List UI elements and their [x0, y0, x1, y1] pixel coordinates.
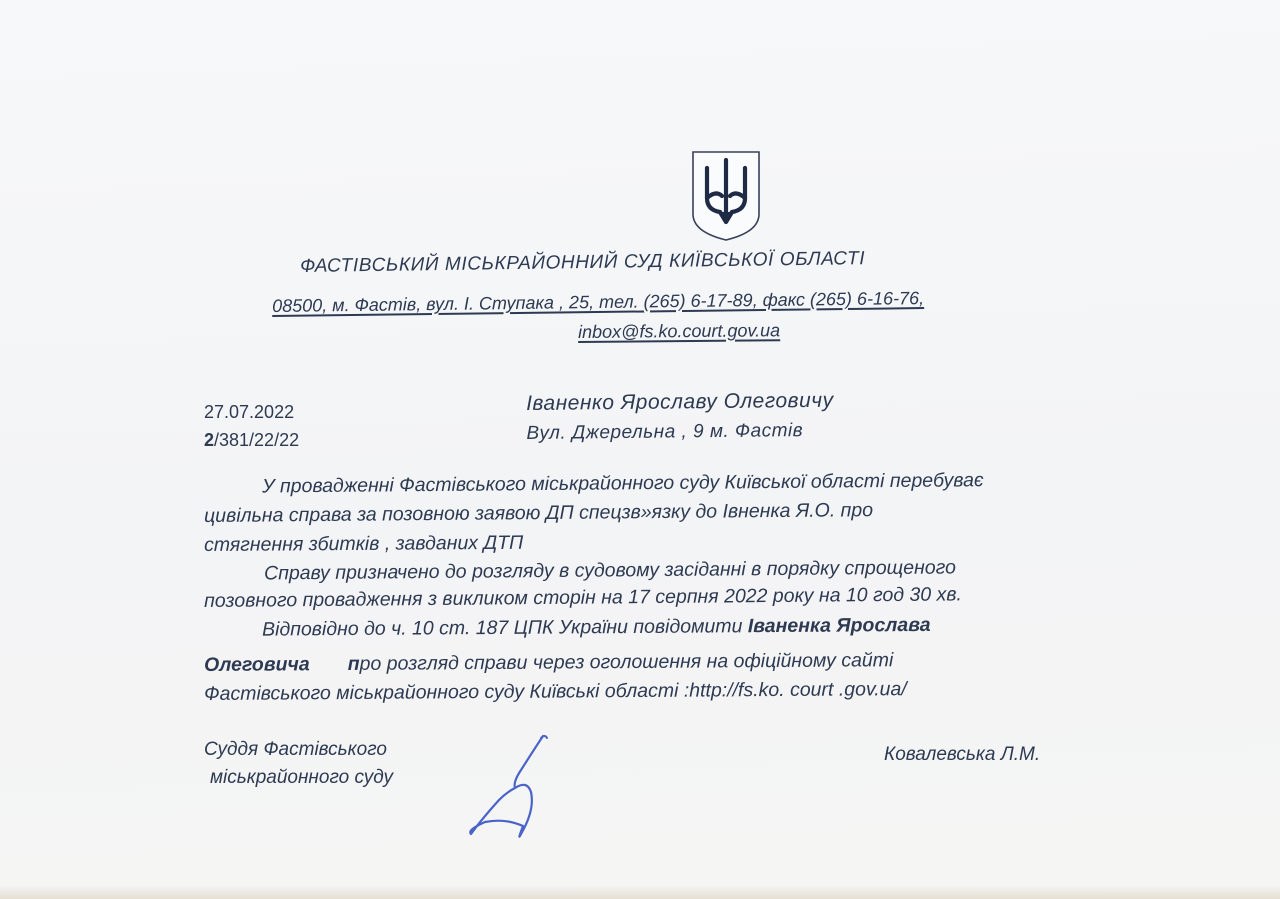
- registration-number: [204, 426, 299, 454]
- trident-icon: [690, 150, 762, 242]
- body-line: позовного провадження з викликом сторін на 17 серпня 2022 року на 10 год 30 хв.: [204, 583, 963, 612]
- body-text-bold: п: [347, 652, 360, 675]
- body-line: [204, 647, 1214, 677]
- body-line: цивільна справа за позовною заявою ДП спецзв»язку до Івненка Я.О. про: [204, 499, 874, 527]
- body-text-plain: Відповідно до ч. 10 ст. 187 ЦПК України повідомити: [261, 615, 748, 641]
- registration-prefix: 2: [204, 430, 215, 450]
- court-email-line: [578, 320, 780, 343]
- body-line: Справу призначено до розгляду в судовому засіданні в порядку спрощеного: [263, 556, 956, 585]
- court-email: inbox@fs.ko.court.gov.ua: [578, 320, 781, 342]
- body-line: У провадженні Фастівського міськрайонного суду Київської області перебуває: [261, 469, 984, 498]
- registration-rest: /381/22/22: [214, 430, 300, 450]
- document-meta: [204, 398, 299, 454]
- body-line: Фастівського міськрайонного суду Київські області :http://fs.ko. court .gov.ua/: [204, 678, 907, 705]
- court-name: ФАСТІВСЬКИЙ МІСЬКРАЙОННИЙ СУД КИЇВСЬКОЇ ОБЛАСТІ: [300, 248, 866, 277]
- recipient-address: Вул. Джерельна , 9 м. Фастів: [526, 420, 804, 444]
- judge-name: Ковалевська Л.М.: [884, 744, 1041, 765]
- judge-title: [204, 736, 393, 792]
- body-text-bold: Олеговича: [204, 653, 310, 676]
- judge-title-line: Суддя Фастівського: [204, 739, 387, 760]
- judge-title-line: міськрайонного суду: [210, 767, 394, 788]
- handwritten-signature: [455, 730, 565, 850]
- recipient-name: Іваненко Ярославу Олеговичу: [526, 388, 834, 415]
- court-address-text: 08500, м. Фастів, вул. І. Ступака , 25, тел. (265) 6-17-89, факс (265) 6-16-76,: [272, 288, 925, 316]
- body-text-plain: ро розгляд справи через оголошення на офіційному сайті: [359, 649, 894, 675]
- body-line: [204, 612, 1214, 642]
- recipient-block: [526, 386, 834, 449]
- body-line: стягнення збитків , завданих ДТП: [204, 531, 524, 556]
- court-address: [272, 285, 1172, 317]
- document-date: 27.07.2022: [204, 402, 295, 422]
- body-text-bold: Іваненка Ярослава: [747, 613, 931, 638]
- notice-body: [204, 469, 1214, 706]
